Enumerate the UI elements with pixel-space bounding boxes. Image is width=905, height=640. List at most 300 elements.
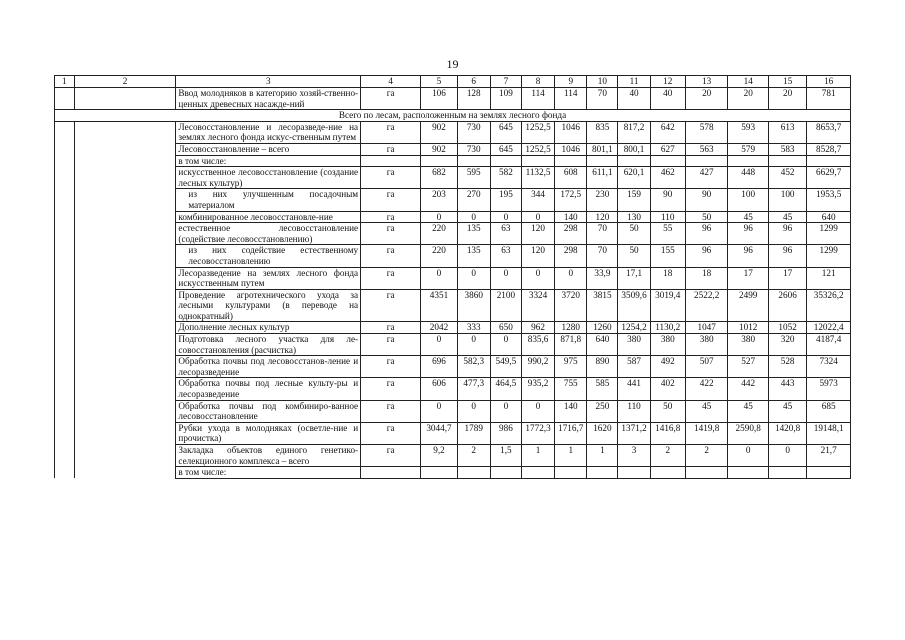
empty-cell xyxy=(55,356,75,378)
value-cell: 3860 xyxy=(457,289,490,322)
empty-cell xyxy=(74,334,176,356)
table-row xyxy=(55,223,851,245)
value-cell xyxy=(521,155,554,167)
activity-name-cell: Подготовка лесного участка для ле-совосстановления (расчистка) xyxy=(176,334,361,356)
empty-cell xyxy=(74,378,176,400)
value-cell: 0 xyxy=(555,267,587,289)
value-cell: 1 xyxy=(521,445,554,467)
empty-cell xyxy=(74,422,176,444)
value-cell: 1716,7 xyxy=(555,422,587,444)
empty-cell xyxy=(74,189,176,211)
empty-cell xyxy=(74,400,176,422)
value-cell: 645 xyxy=(490,121,521,143)
value-cell: 45 xyxy=(728,400,768,422)
value-cell: 1252,5 xyxy=(521,121,554,143)
value-cell: 230 xyxy=(587,189,618,211)
value-cell: 1130,2 xyxy=(650,322,685,334)
value-cell: 1772,3 xyxy=(521,422,554,444)
activity-name-cell: комбинированное лесовосстановле-ние xyxy=(176,211,361,223)
value-cell: 100 xyxy=(728,189,768,211)
column-number-cell: 12 xyxy=(650,76,685,88)
empty-cell xyxy=(55,167,75,189)
value-cell: 507 xyxy=(685,356,728,378)
value-cell: 640 xyxy=(587,334,618,356)
unit-cell: га xyxy=(361,143,421,155)
value-cell: 682 xyxy=(421,167,457,189)
value-cell: 696 xyxy=(421,356,457,378)
value-cell: 2522,2 xyxy=(685,289,728,322)
value-cell: 3720 xyxy=(555,289,587,322)
value-cell: 0 xyxy=(421,267,457,289)
activity-name-cell: Лесоразведение на землях лесного фонда искусственным путем xyxy=(176,267,361,289)
activity-name-cell: искусственное лесовосстановление (создание лесных культур) xyxy=(176,167,361,189)
value-cell: 0 xyxy=(521,400,554,422)
unit-cell: га xyxy=(361,167,421,189)
activity-name-cell: Закладка объектов единого генетико-селекционного комплекса – всего xyxy=(176,445,361,467)
value-cell xyxy=(555,467,587,479)
table-row xyxy=(55,334,851,356)
value-cell: 220 xyxy=(421,223,457,245)
value-cell: 5973 xyxy=(807,378,851,400)
value-cell: 890 xyxy=(587,356,618,378)
value-cell: 140 xyxy=(555,400,587,422)
table-row xyxy=(55,378,851,400)
empty-cell xyxy=(55,322,75,334)
value-cell: 110 xyxy=(650,211,685,223)
value-cell: 3324 xyxy=(521,289,554,322)
activity-name-cell: Дополнение лесных культур xyxy=(176,322,361,334)
activity-name-cell: Обработка почвы под комбиниро-ванное лесовосстановление xyxy=(176,400,361,422)
value-cell: 8528,7 xyxy=(807,143,851,155)
value-cell: 0 xyxy=(490,334,521,356)
value-cell: 3019,4 xyxy=(650,289,685,322)
value-cell xyxy=(587,155,618,167)
value-cell: 442 xyxy=(728,378,768,400)
value-cell: 21,7 xyxy=(807,445,851,467)
value-cell: 0 xyxy=(490,400,521,422)
column-number-cell: 16 xyxy=(807,76,851,88)
value-cell: 1047 xyxy=(685,322,728,334)
forest-activities-table xyxy=(54,75,851,479)
value-cell: 606 xyxy=(421,378,457,400)
column-number-row xyxy=(55,76,851,88)
value-cell: 1252,5 xyxy=(521,143,554,155)
empty-cell xyxy=(74,155,176,167)
column-number-cell: 10 xyxy=(587,76,618,88)
unit-cell: га xyxy=(361,322,421,334)
value-cell: 35326,2 xyxy=(807,289,851,322)
value-cell: 2 xyxy=(457,445,490,467)
value-cell: 962 xyxy=(521,322,554,334)
empty-cell xyxy=(55,223,75,245)
value-cell: 640 xyxy=(807,211,851,223)
value-cell: 730 xyxy=(457,121,490,143)
empty-cell xyxy=(55,211,75,223)
value-cell: 298 xyxy=(555,245,587,267)
table-row xyxy=(55,143,851,155)
value-cell: 96 xyxy=(768,245,806,267)
empty-cell xyxy=(74,245,176,267)
activity-name-cell: Лесовосстановление – всего xyxy=(176,143,361,155)
activity-name-cell: Проведение агротехнического ухода за лесными культурами (в переводе на однократный) xyxy=(176,289,361,322)
value-cell: 9,2 xyxy=(421,445,457,467)
value-cell: 40 xyxy=(618,88,650,110)
value-cell: 578 xyxy=(685,121,728,143)
table-row xyxy=(55,356,851,378)
value-cell: 1789 xyxy=(457,422,490,444)
value-cell: 220 xyxy=(421,245,457,267)
value-cell: 120 xyxy=(521,223,554,245)
value-cell: 402 xyxy=(650,378,685,400)
activity-name-cell: Ввод молодняков в категорию хозяй-ственно-ценных древесных насажде-ний xyxy=(176,88,361,110)
value-cell: 120 xyxy=(521,245,554,267)
value-cell: 1299 xyxy=(807,223,851,245)
value-cell xyxy=(587,467,618,479)
value-cell: 1 xyxy=(555,445,587,467)
value-cell: 595 xyxy=(457,167,490,189)
value-cell: 109 xyxy=(490,88,521,110)
value-cell xyxy=(457,467,490,479)
value-cell: 492 xyxy=(650,356,685,378)
value-cell: 902 xyxy=(421,121,457,143)
value-cell: 120 xyxy=(587,211,618,223)
value-cell: 20 xyxy=(728,88,768,110)
value-cell: 1012 xyxy=(728,322,768,334)
value-cell: 203 xyxy=(421,189,457,211)
value-cell: 2 xyxy=(685,445,728,467)
value-cell: 1280 xyxy=(555,322,587,334)
table-row xyxy=(55,267,851,289)
value-cell xyxy=(618,155,650,167)
value-cell: 380 xyxy=(618,334,650,356)
column-number-cell: 8 xyxy=(521,76,554,88)
activity-name-cell: Лесовосстановление и лесоразведе-ние на землях лесного фонда искус-ственным путем xyxy=(176,121,361,143)
value-cell: 1419,8 xyxy=(685,422,728,444)
column-number-cell: 1 xyxy=(55,76,75,88)
value-cell xyxy=(421,467,457,479)
empty-cell xyxy=(55,289,75,322)
value-cell: 3509,6 xyxy=(618,289,650,322)
value-cell: 96 xyxy=(685,245,728,267)
unit-cell: га xyxy=(361,289,421,322)
value-cell: 1620 xyxy=(587,422,618,444)
activity-name-cell: Обработка почвы под лесовосстанов-ление и лесоразведение xyxy=(176,356,361,378)
table-row xyxy=(55,211,851,223)
value-cell: 781 xyxy=(807,88,851,110)
activity-name-cell: естественное лесовосстановление (содействие лесовосстановлению) xyxy=(176,223,361,245)
value-cell: 4187,4 xyxy=(807,334,851,356)
unit-cell: га xyxy=(361,223,421,245)
value-cell: 528 xyxy=(768,356,806,378)
value-cell: 462 xyxy=(650,167,685,189)
value-cell: 128 xyxy=(457,88,490,110)
value-cell: 2100 xyxy=(490,289,521,322)
value-cell: 452 xyxy=(768,167,806,189)
value-cell: 3 xyxy=(618,445,650,467)
value-cell: 0 xyxy=(457,334,490,356)
empty-cell xyxy=(74,143,176,155)
value-cell: 40 xyxy=(650,88,685,110)
column-number-cell: 14 xyxy=(728,76,768,88)
value-cell: 380 xyxy=(650,334,685,356)
value-cell xyxy=(650,155,685,167)
value-cell xyxy=(650,467,685,479)
value-cell: 90 xyxy=(685,189,728,211)
activity-name-cell: из них содействие естественному лесовосстановлению xyxy=(176,245,361,267)
value-cell xyxy=(555,155,587,167)
value-cell: 172,5 xyxy=(555,189,587,211)
value-cell: 114 xyxy=(521,88,554,110)
column-number-cell: 11 xyxy=(618,76,650,88)
unit-cell: га xyxy=(361,267,421,289)
section-row xyxy=(55,110,851,122)
column-number-cell: 5 xyxy=(421,76,457,88)
empty-cell xyxy=(55,189,75,211)
value-cell: 63 xyxy=(490,223,521,245)
value-cell: 121 xyxy=(807,267,851,289)
value-cell: 17,1 xyxy=(618,267,650,289)
value-cell: 443 xyxy=(768,378,806,400)
value-cell: 1 xyxy=(587,445,618,467)
value-cell: 7324 xyxy=(807,356,851,378)
value-cell: 50 xyxy=(618,223,650,245)
value-cell: 1046 xyxy=(555,121,587,143)
value-cell: 380 xyxy=(728,334,768,356)
table-row xyxy=(55,422,851,444)
value-cell: 45 xyxy=(728,211,768,223)
value-cell: 1953,5 xyxy=(807,189,851,211)
value-cell: 135 xyxy=(457,223,490,245)
value-cell: 96 xyxy=(685,223,728,245)
value-cell xyxy=(457,155,490,167)
value-cell xyxy=(807,155,851,167)
value-cell xyxy=(728,467,768,479)
value-cell: 0 xyxy=(457,211,490,223)
unit-cell: га xyxy=(361,334,421,356)
value-cell: 17 xyxy=(728,267,768,289)
value-cell: 1132,5 xyxy=(521,167,554,189)
value-cell: 0 xyxy=(521,211,554,223)
value-cell: 96 xyxy=(728,223,768,245)
section-title: Всего по лесам, расположенным на землях лесного фонда xyxy=(55,110,851,122)
value-cell: 50 xyxy=(618,245,650,267)
value-cell: 344 xyxy=(521,189,554,211)
value-cell: 990,2 xyxy=(521,356,554,378)
value-cell: 579 xyxy=(728,143,768,155)
value-cell: 730 xyxy=(457,143,490,155)
unit-cell: га xyxy=(361,245,421,267)
value-cell: 2606 xyxy=(768,289,806,322)
table-row xyxy=(55,467,851,479)
empty-cell xyxy=(55,121,75,143)
value-cell: 0 xyxy=(768,445,806,467)
value-cell: 320 xyxy=(768,334,806,356)
activity-name-cell: в том числе: xyxy=(176,155,361,167)
value-cell: 96 xyxy=(768,223,806,245)
value-cell: 0 xyxy=(490,267,521,289)
value-cell: 45 xyxy=(685,400,728,422)
value-cell: 975 xyxy=(555,356,587,378)
unit-cell: га xyxy=(361,211,421,223)
empty-cell xyxy=(74,223,176,245)
value-cell xyxy=(807,467,851,479)
unit-cell: га xyxy=(361,88,421,110)
value-cell: 4351 xyxy=(421,289,457,322)
column-number-cell: 7 xyxy=(490,76,521,88)
value-cell: 50 xyxy=(650,400,685,422)
value-cell: 0 xyxy=(490,211,521,223)
value-cell: 585 xyxy=(587,378,618,400)
value-cell xyxy=(685,155,728,167)
column-number-cell: 6 xyxy=(457,76,490,88)
empty-cell xyxy=(55,400,75,422)
value-cell: 1416,8 xyxy=(650,422,685,444)
table-row xyxy=(55,322,851,334)
value-cell: 18 xyxy=(650,267,685,289)
value-cell: 583 xyxy=(768,143,806,155)
value-cell: 549,5 xyxy=(490,356,521,378)
value-cell xyxy=(490,467,521,479)
empty-cell xyxy=(74,289,176,322)
column-number-cell: 3 xyxy=(176,76,361,88)
value-cell: 1299 xyxy=(807,245,851,267)
value-cell: 159 xyxy=(618,189,650,211)
value-cell: 70 xyxy=(587,245,618,267)
table-row xyxy=(55,445,851,467)
empty-cell xyxy=(55,467,75,479)
unit-cell: га xyxy=(361,378,421,400)
value-cell xyxy=(618,467,650,479)
value-cell: 12022,4 xyxy=(807,322,851,334)
value-cell: 270 xyxy=(457,189,490,211)
unit-cell: га xyxy=(361,400,421,422)
column-number-cell: 15 xyxy=(768,76,806,88)
value-cell: 70 xyxy=(587,88,618,110)
empty-cell xyxy=(74,121,176,143)
empty-cell xyxy=(55,422,75,444)
table-row xyxy=(55,167,851,189)
table-row xyxy=(55,189,851,211)
value-cell: 835 xyxy=(587,121,618,143)
column-number-cell: 4 xyxy=(361,76,421,88)
value-cell: 2499 xyxy=(728,289,768,322)
value-cell: 986 xyxy=(490,422,521,444)
table-row xyxy=(55,88,851,110)
value-cell xyxy=(768,155,806,167)
value-cell: 20 xyxy=(768,88,806,110)
empty-cell xyxy=(74,467,176,479)
value-cell: 0 xyxy=(521,267,554,289)
value-cell: 130 xyxy=(618,211,650,223)
value-cell: 1420,8 xyxy=(768,422,806,444)
unit-cell xyxy=(361,467,421,479)
value-cell: 1046 xyxy=(555,143,587,155)
value-cell: 6629,7 xyxy=(807,167,851,189)
value-cell: 250 xyxy=(587,400,618,422)
value-cell: 0 xyxy=(421,334,457,356)
value-cell: 627 xyxy=(650,143,685,155)
value-cell: 20 xyxy=(685,88,728,110)
empty-cell xyxy=(74,211,176,223)
value-cell: 1052 xyxy=(768,322,806,334)
value-cell: 642 xyxy=(650,121,685,143)
unit-cell: га xyxy=(361,422,421,444)
value-cell: 106 xyxy=(421,88,457,110)
value-cell: 380 xyxy=(685,334,728,356)
value-cell: 2042 xyxy=(421,322,457,334)
value-cell: 45 xyxy=(768,400,806,422)
activity-name-cell: из них улучшенным посадочным материалом xyxy=(176,189,361,211)
value-cell: 140 xyxy=(555,211,587,223)
value-cell: 608 xyxy=(555,167,587,189)
table-row xyxy=(55,155,851,167)
value-cell: 0 xyxy=(457,400,490,422)
value-cell: 611,1 xyxy=(587,167,618,189)
empty-cell xyxy=(55,334,75,356)
column-number-cell: 9 xyxy=(555,76,587,88)
value-cell: 2590,8 xyxy=(728,422,768,444)
value-cell: 0 xyxy=(457,267,490,289)
column-number-cell: 2 xyxy=(74,76,176,88)
value-cell: 1254,2 xyxy=(618,322,650,334)
unit-cell: га xyxy=(361,189,421,211)
empty-cell xyxy=(74,267,176,289)
value-cell: 8653,7 xyxy=(807,121,851,143)
value-cell: 1260 xyxy=(587,322,618,334)
value-cell: 755 xyxy=(555,378,587,400)
value-cell: 110 xyxy=(618,400,650,422)
value-cell: 620,1 xyxy=(618,167,650,189)
value-cell: 582 xyxy=(490,167,521,189)
value-cell: 563 xyxy=(685,143,728,155)
value-cell: 835,6 xyxy=(521,334,554,356)
value-cell: 96 xyxy=(728,245,768,267)
value-cell: 333 xyxy=(457,322,490,334)
value-cell: 298 xyxy=(555,223,587,245)
page-number: 19 xyxy=(446,57,459,71)
table-row xyxy=(55,121,851,143)
value-cell: 3044,7 xyxy=(421,422,457,444)
value-cell: 527 xyxy=(728,356,768,378)
value-cell: 593 xyxy=(728,121,768,143)
value-cell: 801,1 xyxy=(587,143,618,155)
empty-cell xyxy=(74,445,176,467)
value-cell: 422 xyxy=(685,378,728,400)
empty-cell xyxy=(55,445,75,467)
value-cell xyxy=(421,155,457,167)
activity-name-cell: Рубки ухода в молодняках (осветле-ние и прочистка) xyxy=(176,422,361,444)
value-cell: 902 xyxy=(421,143,457,155)
empty-cell xyxy=(74,167,176,189)
value-cell xyxy=(685,467,728,479)
empty-cell xyxy=(74,356,176,378)
empty-cell xyxy=(55,155,75,167)
unit-cell: га xyxy=(361,445,421,467)
value-cell: 114 xyxy=(555,88,587,110)
value-cell: 0 xyxy=(728,445,768,467)
value-cell: 18 xyxy=(685,267,728,289)
empty-cell xyxy=(55,245,75,267)
value-cell: 100 xyxy=(768,189,806,211)
value-cell: 582,3 xyxy=(457,356,490,378)
value-cell: 817,2 xyxy=(618,121,650,143)
value-cell: 19148,1 xyxy=(807,422,851,444)
unit-cell: га xyxy=(361,121,421,143)
value-cell: 155 xyxy=(650,245,685,267)
empty-cell xyxy=(55,267,75,289)
value-cell: 0 xyxy=(421,400,457,422)
value-cell: 427 xyxy=(685,167,728,189)
